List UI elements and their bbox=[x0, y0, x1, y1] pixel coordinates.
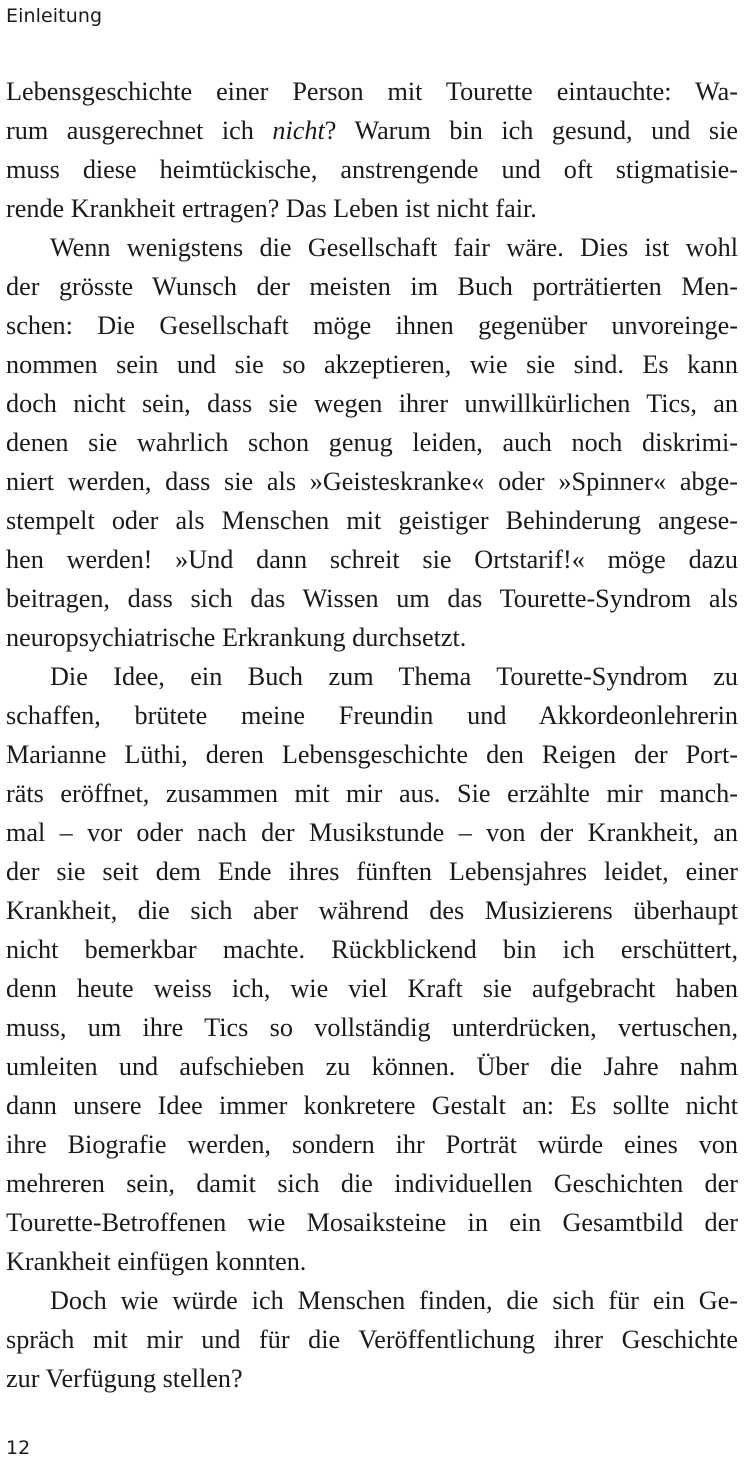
text-line: Krankheit einfügen konnten. bbox=[6, 1247, 307, 1276]
text-line: rende Krankheit ertragen? Das Leben ist nicht fair. bbox=[6, 194, 537, 223]
text-line: niert werden, dass sie als »Geisteskranke« oder »Spinner« abge- bbox=[6, 467, 738, 496]
text-line: stempelt oder als Menschen mit geistiger Behinderung angese- bbox=[6, 506, 738, 535]
text-line: spräch mit mir und für die Veröffentlichung ihrer Geschichte bbox=[6, 1325, 738, 1354]
text-line: Tourette-Betroffenen wie Mosaiksteine in ein Gesamtbild der bbox=[6, 1208, 738, 1237]
paragraph-2 bbox=[6, 228, 738, 657]
running-head: Einleitung bbox=[6, 5, 103, 27]
text-span: ? Warum bin ich gesund, und sie bbox=[324, 116, 739, 145]
text-line: Die Idee, ein Buch zum Thema Tourette-Syndrom zu bbox=[50, 662, 738, 691]
text-line: Marianne Lüthi, deren Lebensgeschichte den Reigen der Port- bbox=[6, 740, 738, 769]
paragraph-1 bbox=[6, 72, 738, 228]
text-line: Lebensgeschichte einer Person mit Tourette eintauchte: Wa- bbox=[6, 77, 738, 106]
text-line: Doch wie würde ich Menschen finden, die sich für ein Ge- bbox=[50, 1286, 738, 1315]
text-line: dann unsere Idee immer konkretere Gestalt an: Es sollte nicht bbox=[6, 1091, 738, 1120]
text-line: nommen sein und sie so akzeptieren, wie sie sind. Es kann bbox=[6, 350, 738, 379]
text-line: der grösste Wunsch der meisten im Buch porträtierten Men- bbox=[6, 272, 738, 301]
text-line: schaffen, brütete meine Freundin und Akkordeonlehrerin bbox=[6, 701, 738, 730]
text-line: ihre Biografie werden, sondern ihr Porträt würde eines von bbox=[6, 1130, 738, 1159]
text-line: muss diese heimtückische, anstrengende und oft stigmatisie- bbox=[6, 155, 738, 184]
text-line: der sie seit dem Ende ihres fünften Lebensjahres leidet, einer bbox=[6, 857, 738, 886]
text-line: schen: Die Gesellschaft möge ihnen gegenüber unvoreinge- bbox=[6, 311, 738, 340]
text-line: räts eröffnet, zusammen mit mir aus. Sie erzählte mir manch- bbox=[6, 779, 738, 808]
text-line: mehreren sein, damit sich die individuellen Geschichten der bbox=[6, 1169, 738, 1198]
text-line: mal – vor oder nach der Musikstunde – von der Krankheit, an bbox=[6, 818, 738, 847]
text-line: denn heute weiss ich, wie viel Kraft sie aufgebracht haben bbox=[6, 974, 738, 1003]
text-line: zur Verfügung stellen? bbox=[6, 1364, 243, 1393]
text-line: doch nicht sein, dass sie wegen ihrer unwillkürlichen Tics, an bbox=[6, 389, 738, 418]
text-line: hen werden! »Und dann schreit sie Ortstarif!« möge dazu bbox=[6, 545, 738, 574]
text-line: neuropsychiatrische Erkrankung durchsetzt. bbox=[6, 623, 467, 652]
body-text bbox=[6, 72, 738, 1398]
text-line: muss, um ihre Tics so vollständig unterdrücken, vertuschen, bbox=[6, 1013, 738, 1042]
emphasized-word: nicht bbox=[272, 116, 325, 145]
text-line: Krankheit, die sich aber während des Musizierens überhaupt bbox=[6, 896, 738, 925]
paragraph-3 bbox=[6, 657, 738, 1281]
text-line: nicht bemerkbar machte. Rückblickend bin ich erschüttert, bbox=[6, 935, 738, 964]
text-line: umleiten und aufschieben zu können. Über die Jahre nahm bbox=[6, 1052, 738, 1081]
text-line: beitragen, dass sich das Wissen um das Tourette-Syndrom als bbox=[6, 584, 738, 613]
paragraph-4 bbox=[6, 1281, 738, 1398]
text-line bbox=[6, 111, 738, 150]
text-span: rum ausgerechnet ich bbox=[6, 116, 273, 145]
text-line: Wenn wenigstens die Gesellschaft fair wäre. Dies ist wohl bbox=[50, 233, 738, 262]
text-line: denen sie wahrlich schon genug leiden, auch noch diskrimi- bbox=[6, 428, 738, 457]
page-number: 12 bbox=[6, 1437, 31, 1459]
